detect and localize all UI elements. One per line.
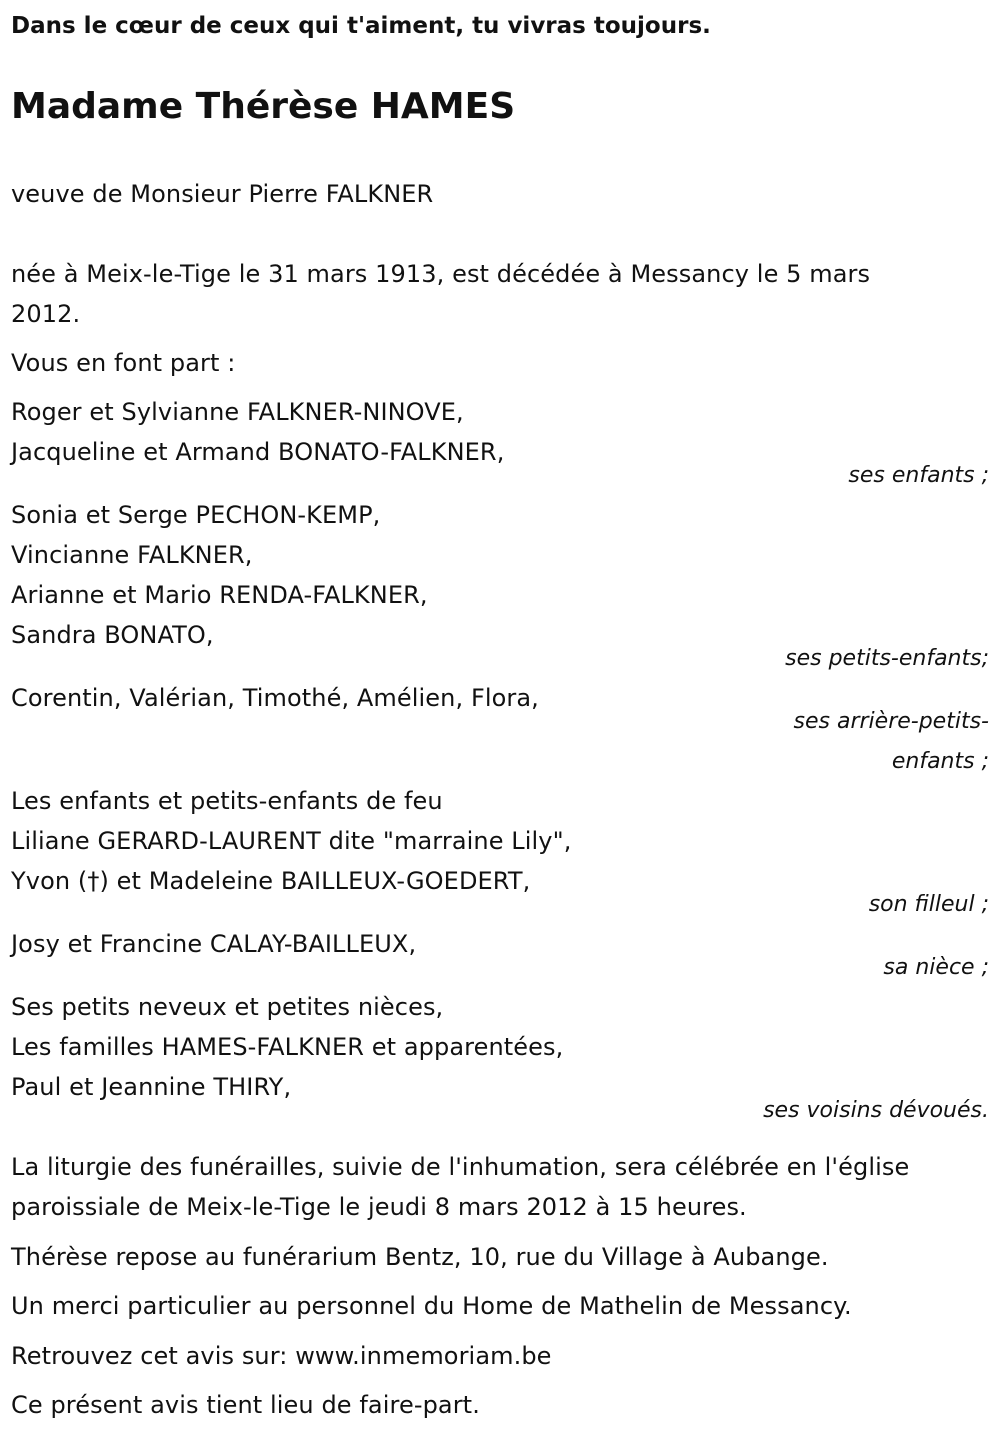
grandchild-line: Sonia et Serge PECHON-KEMP, bbox=[11, 501, 381, 529]
great-grandchildren-line: Corentin, Valérian, Timothé, Amélien, Flora, bbox=[11, 684, 539, 712]
niece-line: Josy et Francine CALAY-BAILLEUX, bbox=[11, 930, 417, 958]
deceased-name: Madame Thérèse HAMES bbox=[11, 86, 516, 127]
others-line: Ses petits neveux et petites nièces, bbox=[11, 993, 444, 1021]
others-line: Les familles HAMES-FALKNER et apparentées, bbox=[11, 1033, 564, 1061]
niece-relation: sa nièce ; bbox=[883, 955, 989, 980]
child-line: Roger et Sylvianne FALKNER-NINOVE, bbox=[11, 398, 464, 426]
birth-death-line-1: née à Meix-le-Tige le 31 mars 1913, est décédée à Messancy le 5 mars bbox=[11, 260, 871, 288]
godchild-relation: son filleul ; bbox=[868, 892, 989, 917]
announce-line: Vous en font part : bbox=[11, 349, 236, 377]
liturgy-line-1: La liturgie des funérailles, suivie de l'inhumation, sera célébrée en l'église bbox=[11, 1153, 910, 1181]
others-line: Paul et Jeannine THIRY, bbox=[11, 1073, 292, 1101]
liturgy-line-2: paroissiale de Meix-le-Tige le jeudi 8 mars 2012 à 15 heures. bbox=[11, 1193, 747, 1221]
website-line: Retrouvez cet avis sur: www.inmemoriam.be bbox=[11, 1342, 552, 1370]
widow-line: veuve de Monsieur Pierre FALKNER bbox=[11, 180, 434, 208]
great-grandchildren-relation-1: ses arrière-petits- bbox=[793, 709, 989, 734]
godchild-line: Yvon (†) et Madeleine BAILLEUX-GOEDERT, bbox=[11, 867, 531, 895]
neighbours-relation: ses voisins dévoués. bbox=[763, 1098, 989, 1123]
grandchildren-relation: ses petits-enfants; bbox=[785, 646, 989, 671]
godchild-line: Les enfants et petits-enfants de feu bbox=[11, 787, 443, 815]
grandchild-line: Arianne et Mario RENDA-FALKNER, bbox=[11, 581, 428, 609]
birth-death-line-2: 2012. bbox=[11, 300, 81, 328]
epigraph: Dans le cœur de ceux qui t'aiment, tu vivras toujours. bbox=[11, 13, 711, 39]
grandchild-line: Vincianne FALKNER, bbox=[11, 541, 253, 569]
great-grandchildren-relation-2: enfants ; bbox=[891, 749, 989, 774]
child-line: Jacqueline et Armand BONATO-FALKNER, bbox=[11, 438, 505, 466]
rest-line: Thérèse repose au funérarium Bentz, 10, rue du Village à Aubange. bbox=[11, 1243, 829, 1271]
godchild-line: Liliane GERARD-LAURENT dite "marraine Lily", bbox=[11, 827, 572, 855]
grandchild-line: Sandra BONATO, bbox=[11, 621, 214, 649]
children-relation: ses enfants ; bbox=[848, 463, 989, 488]
closing-line: Ce présent avis tient lieu de faire-part. bbox=[11, 1391, 480, 1419]
thanks-line: Un merci particulier au personnel du Home de Mathelin de Messancy. bbox=[11, 1292, 852, 1320]
